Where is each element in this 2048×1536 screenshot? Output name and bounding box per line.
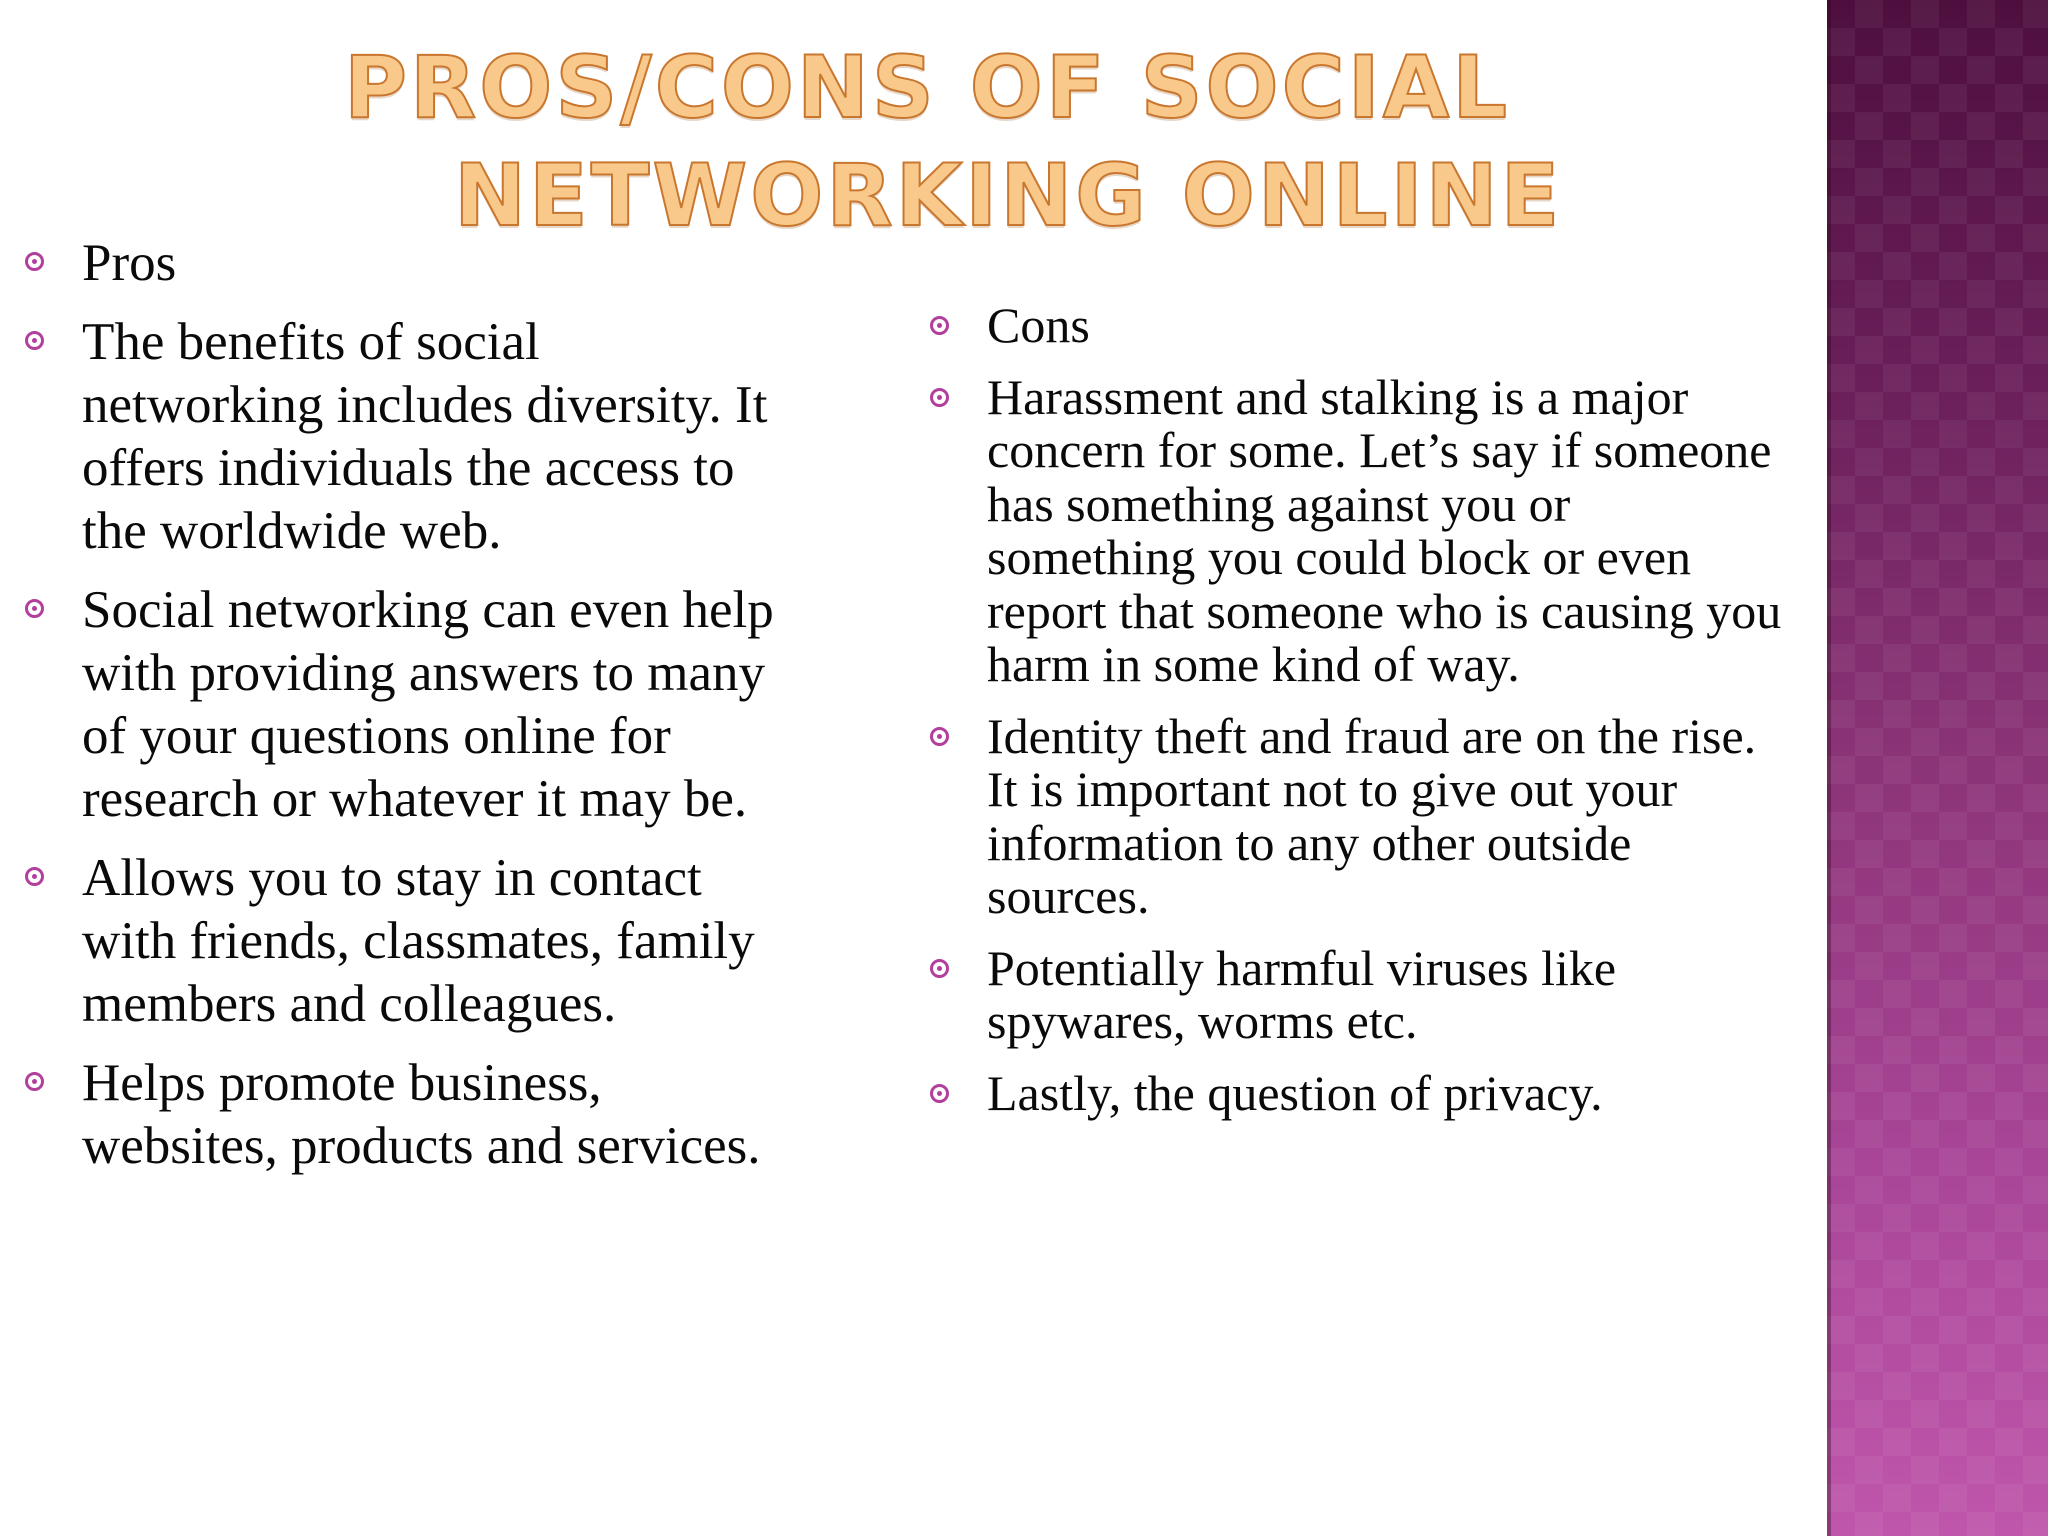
cons-item-text: Harassment and stalking is a major concern for some. Let’s say if someone has something against you or something you could block or even report that someone who is causing you harm in some kind of way. (987, 368, 1782, 692)
pros-item (82, 847, 782, 1036)
bullet-icon (25, 867, 44, 886)
bullet-icon (25, 331, 44, 350)
cons-item-text: Identity theft and fraud are on the rise. It is important not to give out your information to any other outside sources. (987, 707, 1757, 924)
cons-item-text: Lastly, the question of privacy. (987, 1064, 1603, 1121)
bullet-icon (930, 727, 949, 746)
cons-item (987, 1064, 1787, 1121)
pros-item (82, 311, 782, 563)
side-band-edge (1827, 0, 1831, 1536)
bullet-icon (25, 1072, 44, 1091)
pros-list (82, 232, 782, 1194)
pros-item-text: Social networking can even help with providing answers to many of your questions online for research or whatever it may be. (82, 581, 774, 828)
bullet-icon (930, 959, 949, 978)
diamond-pattern (1827, 0, 2048, 1536)
slide-title (330, 34, 1750, 250)
cons-list (987, 299, 1787, 1138)
pros-item (82, 1052, 782, 1178)
bullet-icon (25, 252, 44, 271)
cons-item-text: Potentially harmful viruses like spywares, worms etc. (987, 939, 1617, 1049)
cons-heading (987, 299, 1787, 353)
pros-item-text: The benefits of social networking includes diversity. It offers individuals the access to the worldwide web. (82, 313, 768, 560)
cons-heading-text: Cons (987, 297, 1090, 353)
cons-item (987, 939, 1787, 1049)
cons-item (987, 707, 1787, 924)
pros-heading (82, 232, 782, 295)
pros-item (82, 579, 782, 831)
bullet-icon (930, 388, 949, 407)
bullet-icon (930, 316, 949, 335)
cons-item (987, 368, 1787, 692)
slide-title-line-2: NETWORKING ONLINE (454, 146, 1563, 246)
bullet-icon (25, 599, 44, 618)
pros-heading-text: Pros (82, 234, 177, 292)
pros-item-text: Allows you to stay in contact with friends, classmates, family members and colleagues. (82, 849, 755, 1033)
decorative-side-band (1827, 0, 2048, 1536)
pros-item-text: Helps promote business, websites, products and services. (82, 1054, 761, 1175)
slide-title-line-1: PROS/CONS OF SOCIAL (344, 38, 1511, 138)
bullet-icon (930, 1084, 949, 1103)
